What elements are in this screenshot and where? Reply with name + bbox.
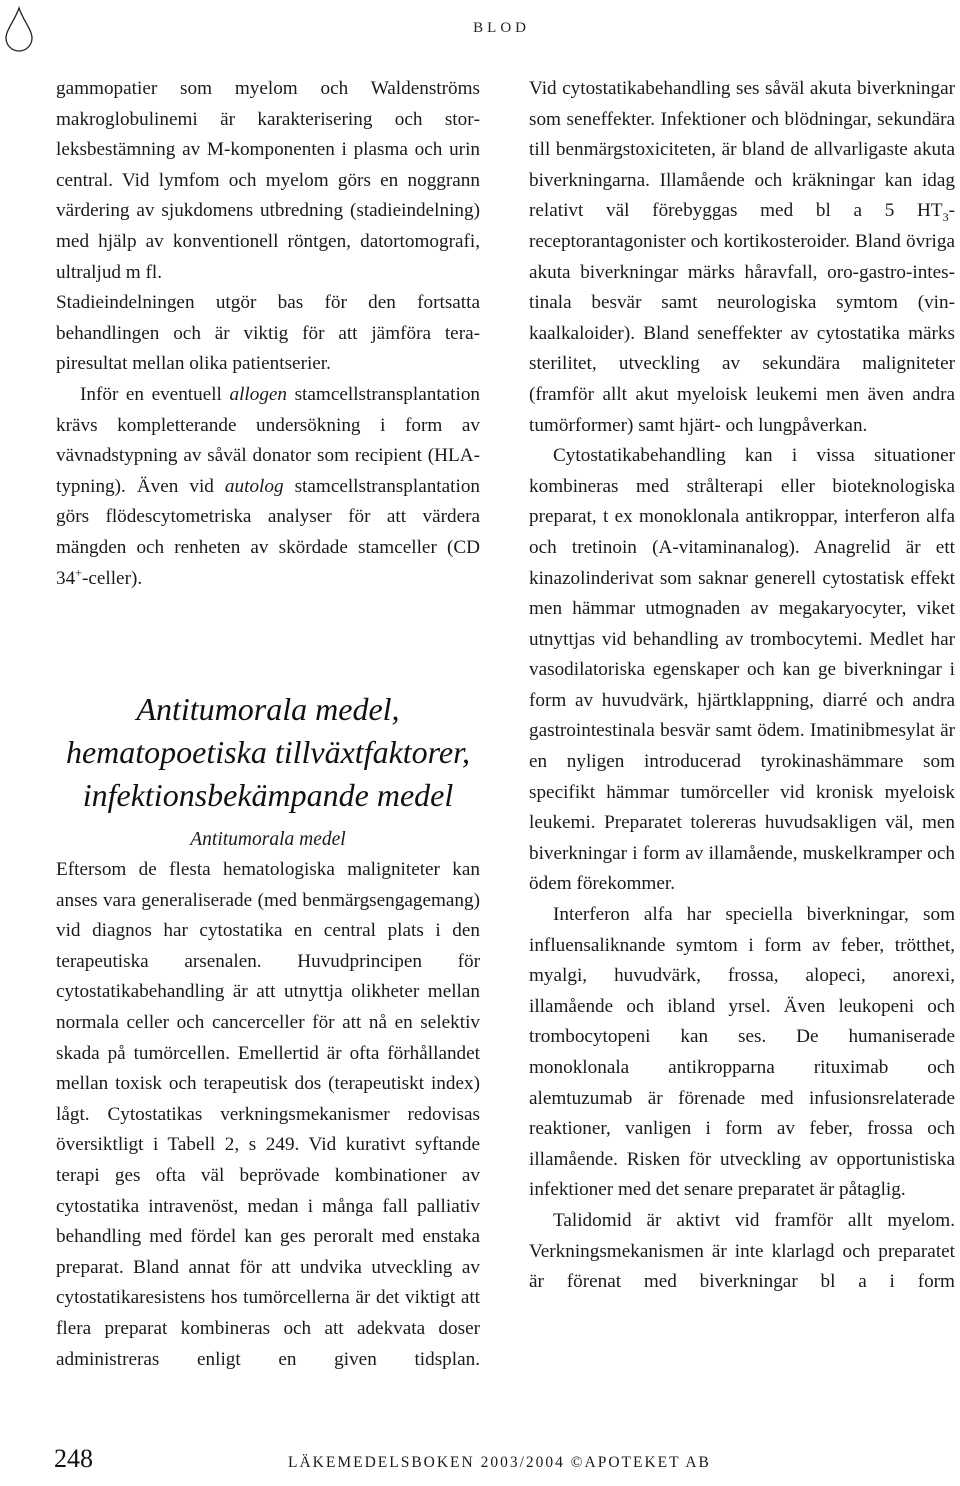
paragraph-cytostatics-intro: Eftersom de flesta hematologiska maligniteter kan anses vara generaliserade (med benmärgsengagemang) vid diagnos har cytostatika en central plats i den terapeutiska arsenalen. Huvudprincipen för cytostatikabehandling är att utnyttja olikheter mellan normala celler och cancerceller för att nå en selektiv skada på tumörcellen. Emellertid är ofta förhållandet mellan toxisk och terapeutisk dos (terapeutiskt index) lågt. Cytostatikas verkningsmekanismer redovisas översiktligt i Tabell 2, s 249. Vid kurativt syftande terapi ges ofta väl beprövade kombinationer av cytostatika intravenöst, medan i många fall palliativ behandling med fördel kan ges peroralt med enstaka preparat. Bland annat för att undvika utveckling av cytostatikaresistens hos tumörcellerna är det viktigt att flera preparat kombineras och att adekvata doser administreras enligt en given tidsplan.: [56, 859, 480, 1370]
text-segment: Inför en eventuell: [80, 383, 222, 405]
paragraph-thalidomide: Talidomid är aktivt vid framför allt myelom. Verkningsmekanismen är inte klarlagd och preparatet är förenat med biverkningar bl a i form: [529, 1209, 955, 1293]
italic-term: autolog: [224, 475, 284, 497]
italic-term: allogen: [229, 383, 288, 405]
page-number: 248: [54, 1444, 93, 1473]
paragraph-staging: [56, 74, 480, 380]
text-segment: Vid cytostatikabehandling ses såväl akuta biverkningar som seneffekter. Infektioner och blödningar, sekundära till benmärgstoxiciteten, är bland de allvarligaste akuta biverkningarna. Illamående och kräkningar kan idag relativt väl förebyggas med bl a 5 HT: [529, 78, 955, 222]
left-column: [56, 74, 480, 1375]
right-column: [529, 74, 955, 1298]
text-segment: stamcellstransplantation görs flödescytometriska analyser för att värdera mängden och renheten av skördade stamceller (CD 34: [56, 475, 481, 589]
superscript: +: [75, 565, 82, 580]
heading-line: Antitumorala medel,: [136, 691, 400, 728]
paragraph-transplantation: [56, 380, 480, 594]
text-segment: gammopatier som myelom och Waldenströms makroglobulinemi är karakterisering och storleksbestämning av M-komponenten i plasma och urin central. Vid lymfom och myelom görs en noggrann värdering av sjukdomens utbredning (stadieindelning) med hjälp av konventionell röntgen, datortomografi, ultraljud m fl.: [56, 78, 480, 283]
section-header: BLOD: [473, 20, 530, 36]
paragraph-side-effects: [529, 74, 955, 441]
paragraph-interferon: Interferon alfa har speciella biverkningar, som influensaliknande symtom i form av feber, trötthet, myalgi, huvudvärk, frossa, alopeci, anorexi, illamående och ibland yrsel. Även leukopeni och trombocytopeni kan ses. De humaniserade monoklonala antikropparna rituximab och alemtuzumab är förenade med infusionsrelaterade reaktioner, vanligen i form av feber, frossa och illamående. Risken för utveckling av opportunistiska infektioner med det senare preparatet är påtaglig.: [529, 904, 955, 1201]
text-segment: -celler).: [81, 567, 143, 589]
footer-title: LÄKEMEDELSBOKEN 2003/2004 ©APOTEKET AB: [288, 1454, 711, 1471]
section-heading: [56, 688, 480, 817]
text-segment: -receptorantagonister och kortikosteroider. Bland övriga akuta biverkningar märks håravfall, oro-gastro-intestinala besvär samt neurologiska symtom (vinkaalkaloider). Bland seneffekter av cytostatika märks sterilitet, utveckling av sekundära maligniteter (framför allt akut myeloisk leukemi men även andra tumörformer) samt hjärt- och lungpåverkan.: [529, 200, 955, 436]
text-segment: Stadieindelningen utgör bas för den fortsatta behandlingen och är viktig för att jämföra terapiresultat mellan olika patientserier.: [56, 292, 480, 375]
drop-logo-icon: [4, 6, 34, 52]
text-segment: stamcellstransplantation krävs kompletterande undersökning i form av vävnadstypning av såväl donator som recipient (HLA-typning). Även vid: [56, 383, 481, 497]
subscript: 3: [942, 210, 949, 225]
heading-line: infektionsbekämpande medel: [82, 777, 454, 814]
subsection-heading: Antitumorala medel: [190, 829, 346, 851]
paragraph-combinations: Cytostatikabehandling kan i vissa situationer kombineras med strålterapi eller bioteknologiska preparat, t ex monoklonala antikroppar, interferon alfa och tretinoin (A-vitaminanalog). Anagrelid är ett kinazolinderivat som saknar generell cytostatisk effekt men hämmar utmognaden av megakaryocyter, viket utnyttjas vid behandling av trombocytemi. Medlet har vasodilatoriska egenskaper och kan ge biverkningar i form av huvudvärk, hjärtklappning, diarré och andra gastrointestinala besvär samt ödem. Imatinibmesylat är en nyligen introducerad tyrokinashämmare som specifikt hämmar tumörceller vid kronisk myeloisk leukemi. Preparatet tolereras huvudsakligen väl, men biverkningar i form av illamående, muskelkramper och ödem förekommer.: [529, 445, 955, 895]
page-footer: [54, 1444, 960, 1480]
heading-line: hematopoetiska tillväxtfaktorer,: [65, 734, 471, 771]
